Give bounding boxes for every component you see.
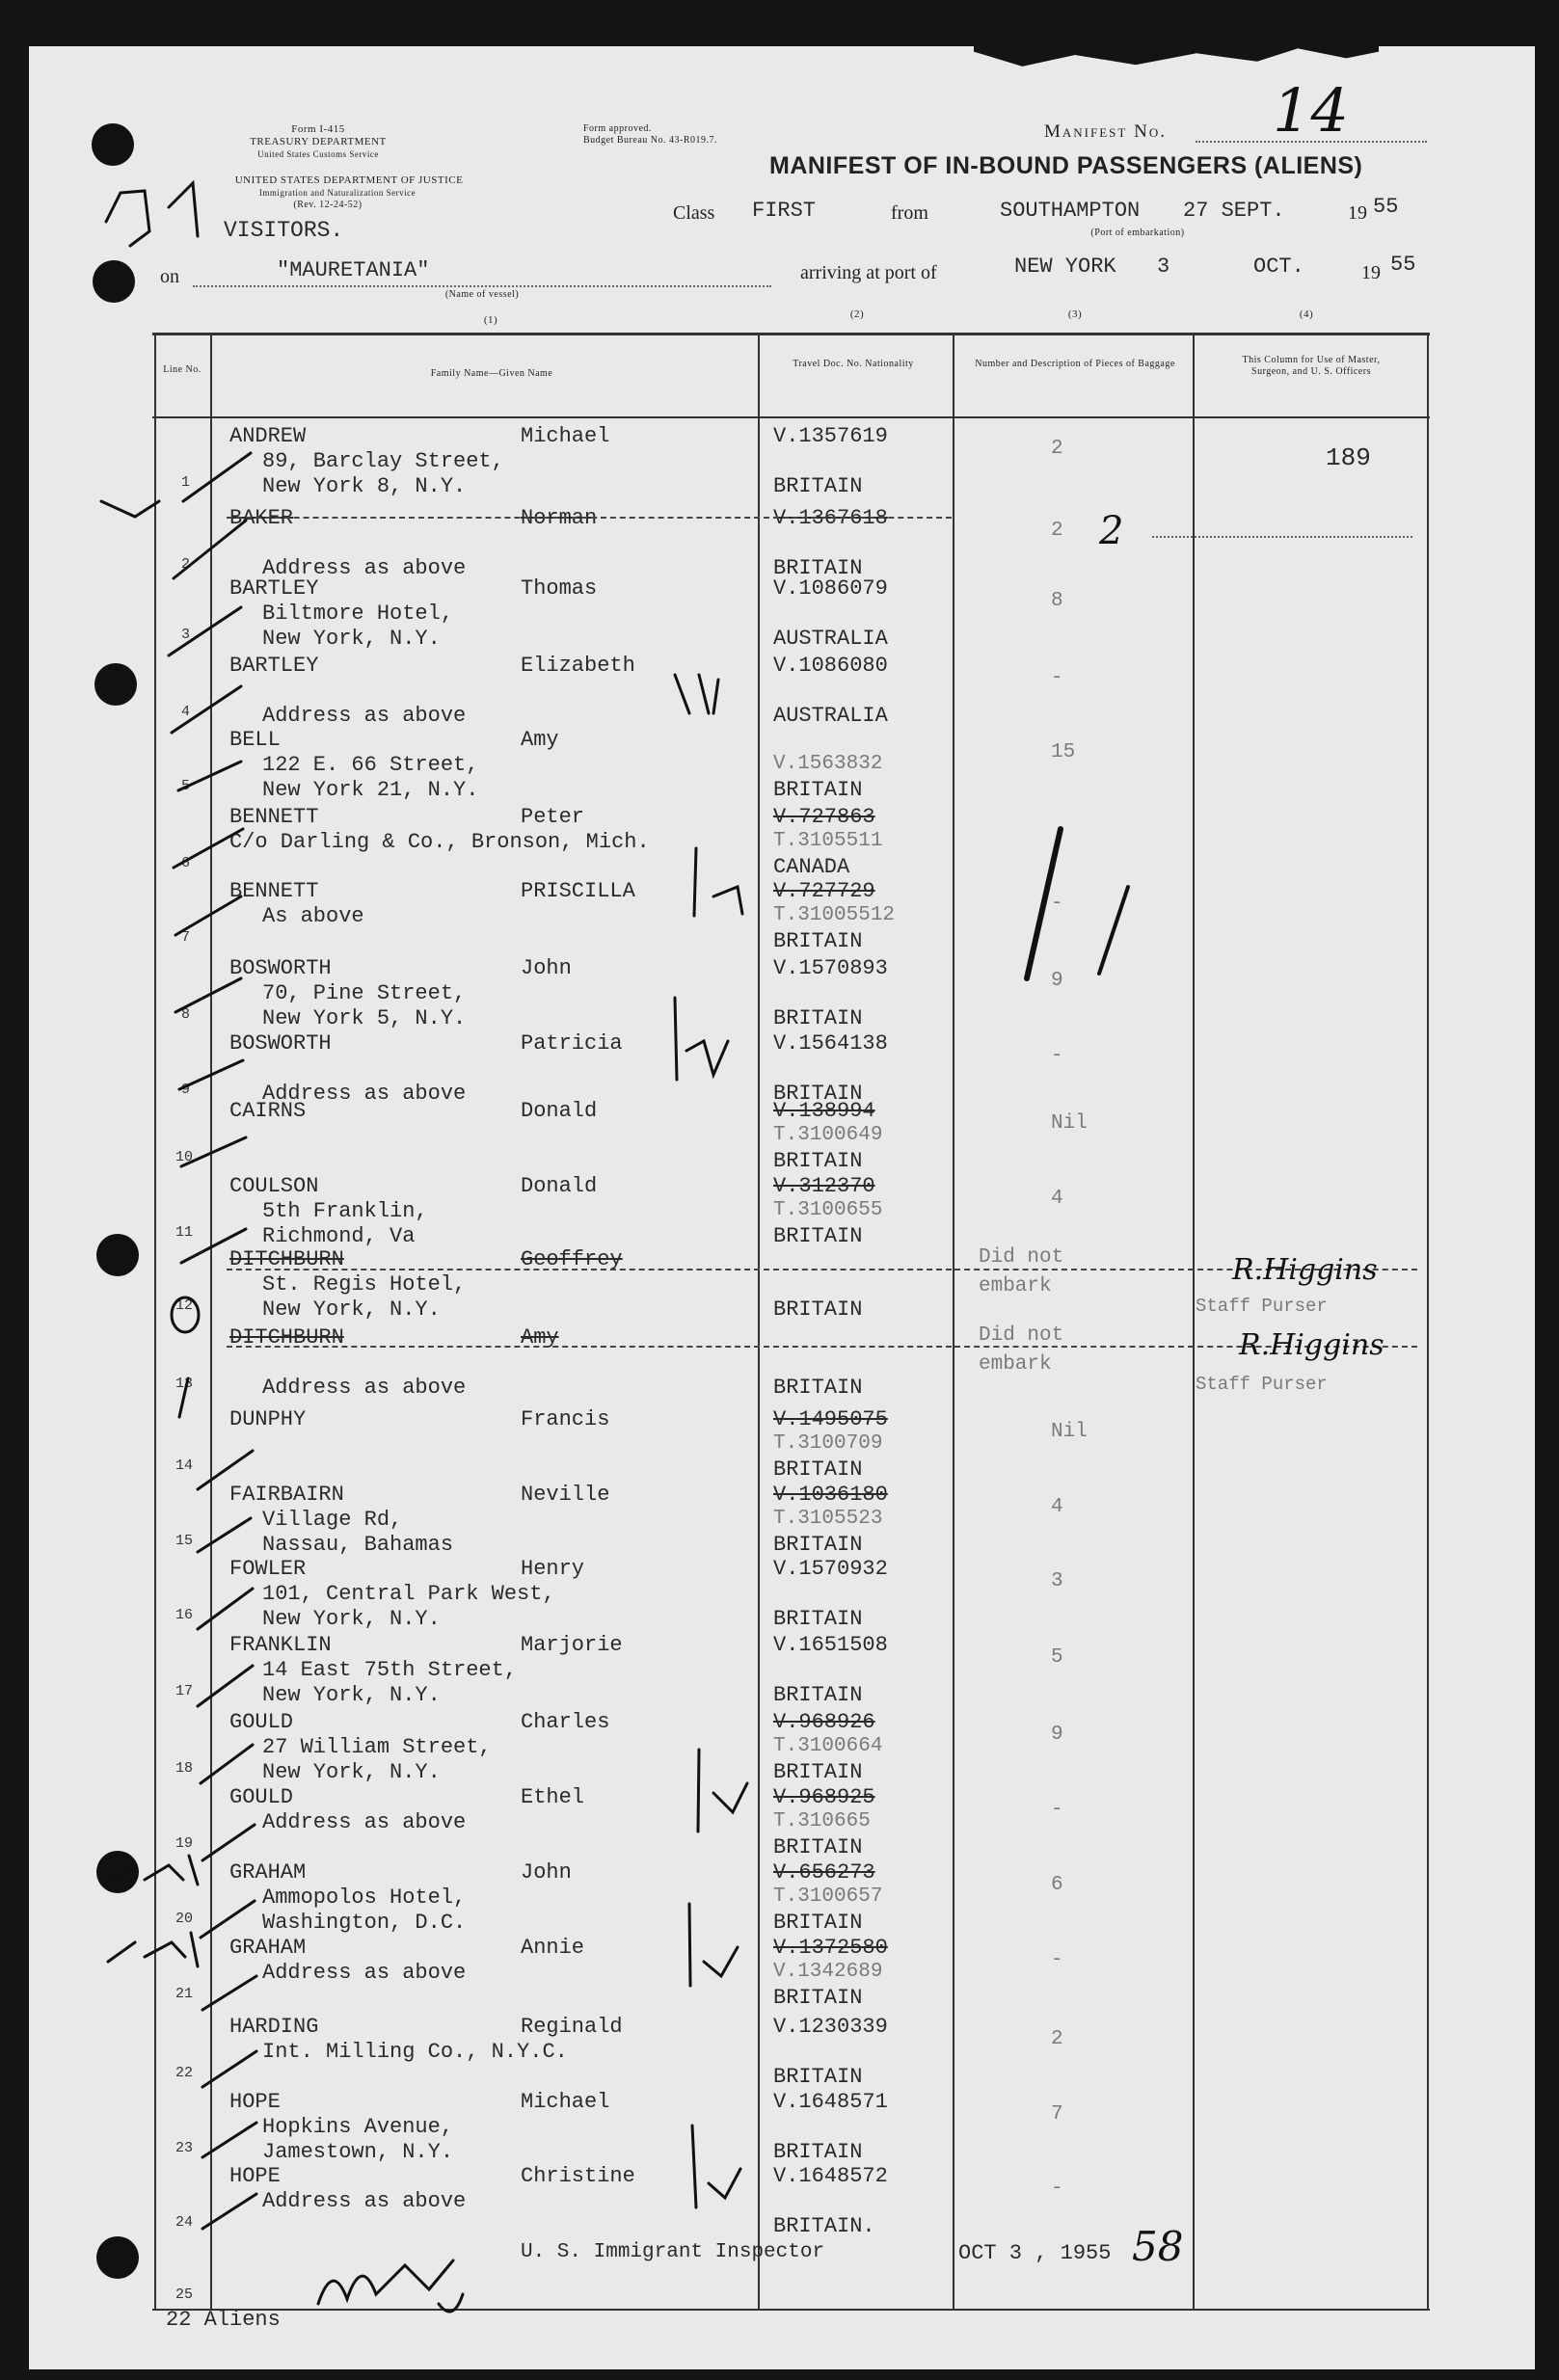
address-line-1: Address as above [262,1961,467,1985]
colnum-2: (2) [849,308,865,320]
nationality: AUSTRALIA [773,627,888,651]
scribble [108,1933,198,1966]
given-name: Geoffrey [521,1247,623,1271]
col-name: Family Name—Given Name [430,368,553,379]
nationality: BRITAIN [773,1224,863,1248]
nationality: BRITAIN [773,556,863,580]
line-number: 13 [175,1376,194,1392]
address-line-1: Ammopolos Hotel, [262,1885,467,1910]
line-number: 25 [175,2286,194,2303]
baggage-count: 5 [1051,1646,1063,1669]
tick-mark [179,1378,188,1417]
address-line-2: New York, N.Y. [262,1683,441,1707]
address-line-2: Washington, D.C. [262,1911,467,1935]
tick-mark [198,1589,253,1629]
address-line-2: Address as above [262,704,467,728]
given-name: Patricia [521,1031,623,1056]
nationality: BRITAIN [773,1457,863,1482]
address-line-1: St. Regis Hotel, [262,1272,467,1297]
baggage-count: 4 [1051,1496,1063,1518]
line-number: 6 [181,855,191,871]
year-prefix-2: 19 [1361,262,1381,283]
travel-doc-number-alt: T.3100664 [773,1735,883,1757]
inspection-stamp-date: OCT 3 , 1955 [958,2241,1112,2265]
nationality: BRITAIN [773,1607,863,1631]
line-number: 14 [175,1457,194,1474]
given-name: Norman [521,506,598,530]
family-name: DITCHBURN [229,1325,344,1350]
tick-mark [201,1745,253,1783]
travel-doc-number-alt: V.1342689 [773,1961,883,1983]
travel-doc-number: V.1357619 [773,424,888,448]
given-name: Francis [521,1407,610,1431]
baggage-count: 8 [1051,590,1063,612]
baggage-count: - [1051,667,1063,689]
family-name: CAIRNS [229,1099,307,1123]
arrival-month: OCT. [1253,254,1304,279]
address-line-1: C/o Darling & Co., Bronson, Mich. [229,830,650,854]
travel-doc-number: V.1495075 [773,1407,888,1431]
colnum-3: (3) [1067,308,1083,320]
nationality: BRITAIN [773,1082,863,1106]
purser-signature: R.Higgins [1232,1253,1378,1287]
address-line-2: Address as above [262,1082,467,1106]
travel-doc-number: V.1367618 [773,506,888,530]
initials-mark [689,1904,738,1986]
year-value-1: 55 [1373,195,1399,219]
tick-mark [181,1229,246,1263]
line-number: 15 [175,1533,194,1549]
baggage-count: 7 [1051,2103,1063,2126]
arrival-day: 3 [1157,254,1170,279]
manifest-no-label: Manifest No. [1044,121,1167,142]
address-line-2: Richmond, Va [262,1224,416,1248]
family-name: BOSWORTH [229,1031,332,1056]
justice-label: UNITED STATES DEPARTMENT OF JUSTICE [234,174,464,186]
from-value: SOUTHAMPTON [1000,199,1141,223]
manifest-no-value: 14 [1273,75,1349,146]
family-name: HOPE [229,2090,281,2114]
address-line-1: 89, Barclay Street, [262,449,504,473]
given-name: Amy [521,1325,559,1350]
line-number: 24 [175,2214,194,2231]
travel-doc-number-alt: T.3105523 [773,1508,883,1530]
nationality: BRITAIN [773,1911,863,1935]
line-number: 18 [175,1760,194,1777]
address-line-1: 27 William Street, [262,1735,492,1759]
visitors-label: VISITORS. [224,218,344,243]
nationality: CANADA [773,855,850,879]
address-line-2: Address as above [262,556,467,580]
line-number: 21 [175,1986,194,2002]
initials-mark [675,998,728,1080]
nationality: BRITAIN [773,2065,863,2089]
scribble [106,183,198,246]
given-name: Henry [521,1557,585,1581]
family-name: ANDREW [229,424,307,448]
address-line-1: 101, Central Park West, [262,1582,555,1606]
initials-mark [698,1750,747,1832]
initials-mark [675,675,718,713]
nationality: BRITAIN [773,1297,863,1322]
travel-doc-number-alt: T.3100649 [773,1124,883,1146]
arriving-label: arriving at port of [800,262,937,283]
tick-mark [201,1901,255,1938]
travel-doc-number-alt: T.3100657 [773,1885,883,1908]
tick-mark [175,978,241,1012]
given-name: John [521,956,572,980]
col-officers: This Column for Use of Master, Surgeon, and U. S. Officers [1242,355,1381,377]
tick-mark [202,2051,256,2087]
nationality: BRITAIN [773,929,863,953]
baggage-count: - [1051,893,1063,915]
family-name: BENNETT [229,805,319,829]
address-line-1: 14 East 75th Street, [262,1658,518,1682]
nationality: BRITAIN [773,1006,863,1030]
address-line-1: As above [262,904,364,928]
address-line-1: Address as above [262,1810,467,1834]
nationality: BRITAIN [773,1683,863,1707]
purser-signature: R.Higgins [1239,1328,1384,1362]
given-name: Marjorie [521,1633,623,1657]
treasury-label: TREASURY DEPARTMENT [250,136,387,147]
address-line-2: Nassau, Bahamas [262,1533,454,1557]
family-name: GRAHAM [229,1936,307,1960]
travel-doc-number: V.1570893 [773,956,888,980]
line-number: 1 [181,474,191,491]
tick-mark [172,686,241,733]
tick-mark [181,1137,246,1166]
given-name: Neville [521,1483,610,1507]
travel-doc-number-alt: V.1563832 [773,753,883,775]
family-name: BENNETT [229,879,319,903]
travel-doc-number: V.1086080 [773,654,888,678]
travel-doc-number: V.1230339 [773,2015,888,2039]
travel-doc-number: V.968926 [773,1710,875,1734]
line-number: 2 [181,556,191,573]
tick-mark [198,1518,251,1552]
baggage-count: - [1051,1799,1063,1821]
pen-stroke [1027,829,1061,978]
baggage-count: - [1051,1045,1063,1067]
family-name: FRANKLIN [229,1633,332,1657]
given-name: Christine [521,2164,635,2188]
line-number: 16 [175,1607,194,1623]
travel-doc-number-alt: T.310665 [773,1810,871,1832]
nationality: BRITAIN [773,1986,863,2010]
family-name: FOWLER [229,1557,307,1581]
tick-mark [178,762,241,790]
col-line-no: Line No. [163,364,202,375]
family-name: GRAHAM [229,1860,307,1885]
address-line-1: Biltmore Hotel, [262,602,454,626]
aliens-count: 22 Aliens [166,2308,281,2332]
vessel-name: "MAURETANIA" [277,258,430,282]
arrival-port: NEW YORK [1014,254,1116,279]
baggage-count: 4 [1051,1188,1063,1210]
inspector-signature [318,2260,463,2312]
initials-mark [694,848,742,916]
baggage-count: Did not embark [979,1246,1064,1297]
travel-doc-number: V.1651508 [773,1633,888,1657]
address-line-2: Address as above [262,1376,467,1400]
line-number: 22 [175,2065,194,2081]
family-name: BARTLEY [229,654,319,678]
baggage-count: 6 [1051,1874,1063,1896]
travel-doc-number: V.1036180 [773,1483,888,1507]
col-travel-doc: Travel Doc. No. Nationality [793,359,914,369]
tick-mark [202,1976,256,2010]
travel-doc-number: V.727863 [773,805,875,829]
given-name: Thomas [521,576,598,601]
line-number: 10 [175,1149,194,1165]
family-name: BOSWORTH [229,956,332,980]
travel-doc-number: V.1372580 [773,1936,888,1960]
travel-doc-number: V.1086079 [773,576,888,601]
travel-doc-number-alt: T.31005512 [773,904,896,926]
nationality: BRITAIN [773,1149,863,1173]
address-line-2: New York 8, N.Y. [262,474,467,498]
address-line-2: New York 5, N.Y. [262,1006,467,1030]
travel-doc-number: V.968925 [773,1785,875,1809]
class-label: Class [673,202,715,224]
year-value-2: 55 [1390,253,1416,277]
baggage-count: - [1051,2178,1063,2200]
officer-note: Staff Purser [1196,1296,1328,1317]
class-value: FIRST [752,199,817,223]
nationality: BRITAIN [773,1533,863,1557]
baggage-count: 2 [1051,2028,1063,2050]
tick-mark [183,453,251,501]
line-number: 4 [181,704,191,720]
check-mark [101,501,159,517]
pen-stroke [1099,887,1128,974]
family-name: COULSON [229,1174,319,1198]
family-name: HARDING [229,2015,319,2039]
nationality: BRITAIN [773,2140,863,2164]
given-name: Michael [521,2090,610,2114]
baggage-count: 2 [1051,520,1063,542]
line-number: 17 [175,1683,194,1699]
nationality: BRITAIN. [773,2214,875,2238]
travel-doc-number: V.727729 [773,879,875,903]
address-line-1: Int. Milling Co., N.Y.C. [262,2040,568,2064]
travel-doc-number: V.1564138 [773,1031,888,1056]
address-line-2: New York, N.Y. [262,1607,441,1631]
family-name: BAKER [229,506,294,530]
given-name: PRISCILLA [521,879,635,903]
on-label: on [160,266,179,287]
scribble [106,1856,198,1885]
tick-mark [174,521,246,578]
baggage-count: 9 [1051,1724,1063,1746]
line-number: 9 [181,1082,191,1098]
budget-label: Budget Bureau No. 43-R019.7. [583,135,717,146]
baggage-count: Nil [1051,1421,1088,1443]
baggage-count: 2 [1051,438,1063,460]
line-number: 8 [181,1006,191,1023]
officer-note: Staff Purser [1196,1374,1328,1395]
address-line-1: 122 E. 66 Street, [262,753,479,777]
embark-caption: (Port of embarkation) [1090,227,1185,238]
address-line-1: Hopkins Avenue, [262,2115,454,2139]
customs-label: United States Customs Service [257,149,379,159]
nationality: AUSTRALIA [773,704,888,728]
given-name: Reginald [521,2015,623,2039]
line-number: 5 [181,778,191,794]
address-line-2: Jamestown, N.Y. [262,2140,454,2164]
initials-mark [692,2126,740,2207]
family-name: HOPE [229,2164,281,2188]
nationality: BRITAIN [773,778,863,802]
given-name: Ethel [521,1785,585,1809]
inspector-label: U. S. Immigrant Inspector [521,2241,825,2263]
circle-mark [172,1297,199,1332]
given-name: Elizabeth [521,654,635,678]
travel-doc-number: V.1648572 [773,2164,888,2188]
line-number: 3 [181,627,191,643]
address-line-2: New York, N.Y. [262,1760,441,1784]
travel-doc-number: V.1570932 [773,1557,888,1581]
row-2-handwritten-bag: 2 [1099,509,1124,553]
travel-doc-number: V.656273 [773,1860,875,1885]
baggage-count: 3 [1051,1570,1063,1592]
tick-mark [202,2194,256,2229]
family-name: GOULD [229,1785,294,1809]
given-name: Donald [521,1099,598,1123]
stamp-number: 58 [1132,2223,1184,2270]
line-number: 19 [175,1835,194,1852]
year-prefix-1: 19 [1348,202,1367,224]
travel-doc-number-alt: T.3100655 [773,1199,883,1221]
address-line-1: 70, Pine Street, [262,981,467,1005]
baggage-count: 15 [1051,741,1076,763]
travel-doc-number-alt: T.3105511 [773,830,883,852]
family-name: BARTLEY [229,576,319,601]
nationality: BRITAIN [773,474,863,498]
given-name: Charles [521,1710,610,1734]
rev-label: (Rev. 12-24-52) [293,200,363,210]
given-name: Annie [521,1936,585,1960]
travel-doc-number: V.138994 [773,1099,875,1123]
family-name: GOULD [229,1710,294,1734]
family-name: DITCHBURN [229,1247,344,1271]
from-label: from [891,202,928,224]
tick-mark [175,896,241,935]
line-number: 7 [181,929,191,946]
nationality: BRITAIN [773,1760,863,1784]
tick-mark [202,2123,256,2157]
nationality: BRITAIN [773,1835,863,1859]
form-number: Form I-415 [291,123,345,135]
tick-mark [198,1666,253,1706]
family-name: BELL [229,728,281,752]
col-baggage: Number and Description of Pieces of Baggage [975,359,1175,369]
tick-mark [198,1451,253,1489]
address-line-2: New York, N.Y. [262,1297,441,1322]
given-name: John [521,1860,572,1885]
ins-label: Immigration and Naturalization Service [258,188,417,198]
baggage-count: Did not embark [979,1324,1064,1376]
given-name: Donald [521,1174,598,1198]
given-name: Peter [521,805,585,829]
tick-mark [179,1060,243,1089]
nationality: BRITAIN [773,1376,863,1400]
address-line-1: Village Rd, [262,1508,403,1532]
form-approved: Form approved. [583,123,652,134]
family-name: FAIRBAIRN [229,1483,344,1507]
line-number: 12 [175,1297,194,1314]
vessel-caption: (Name of vessel) [444,289,520,300]
travel-doc-number: V.1648571 [773,2090,888,2114]
colnum-4: (4) [1299,308,1314,320]
tick-mark [202,1825,255,1860]
tick-mark [174,829,243,868]
baggage-count: - [1051,1949,1063,1971]
baggage-count: Nil [1051,1112,1088,1135]
travel-doc-number-alt: T.3100709 [773,1432,883,1455]
address-line-1: 5th Franklin, [262,1199,428,1223]
colnum-1: (1) [483,314,498,326]
line-number: 11 [175,1224,194,1241]
given-name: Amy [521,728,559,752]
travel-doc-number: V.312370 [773,1174,875,1198]
given-name: Michael [521,424,610,448]
tick-mark [169,607,241,655]
address-line-1: Address as above [262,2189,467,2213]
address-line-2: New York, N.Y. [262,627,441,651]
from-date: 27 SEPT. [1183,199,1285,223]
line-number: 23 [175,2140,194,2156]
address-line-2: New York 21, N.Y. [262,778,479,802]
line-number: 20 [175,1911,194,1927]
officer-note: 189 [1326,443,1371,472]
baggage-count: 9 [1051,970,1063,992]
page-title: MANIFEST OF IN-BOUND PASSENGERS (ALIENS) [769,152,1363,179]
family-name: DUNPHY [229,1407,307,1431]
